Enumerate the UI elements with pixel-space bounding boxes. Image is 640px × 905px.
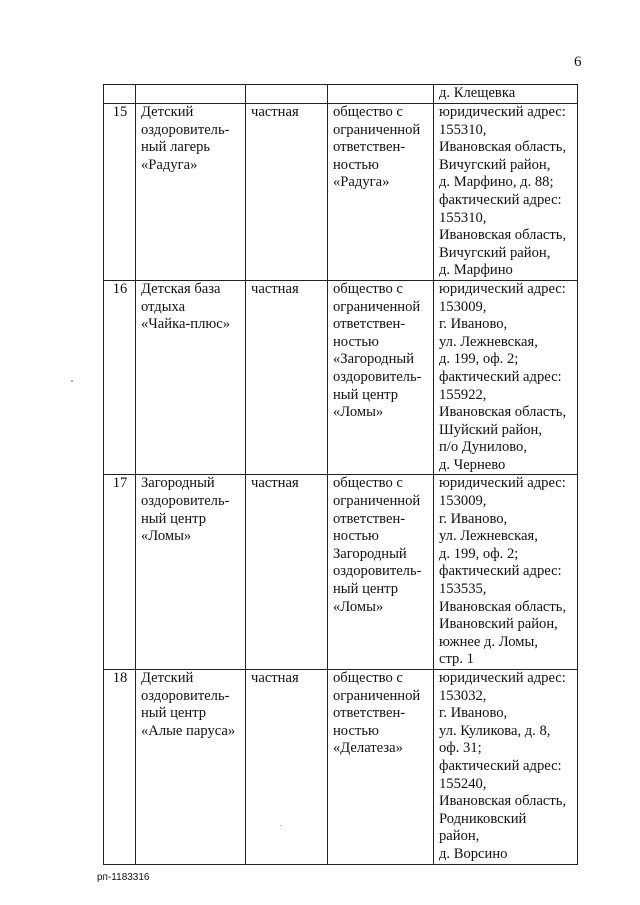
organization-line: ностью bbox=[333, 333, 379, 350]
address-line: фактический адрес: bbox=[439, 757, 562, 774]
organization-line: ный центр bbox=[333, 581, 399, 598]
cell-address bbox=[434, 280, 578, 475]
ownership-form: частная bbox=[251, 670, 299, 686]
organization-line: ностью bbox=[333, 156, 379, 173]
institution-name-line: оздоровитель- bbox=[141, 687, 230, 704]
table-row-continuation bbox=[104, 85, 578, 104]
organization-line: ответствен- bbox=[333, 139, 406, 156]
address-line: Шуйский район, bbox=[439, 421, 543, 438]
organization-line: ограниченной bbox=[333, 298, 421, 315]
cell-name bbox=[136, 670, 246, 865]
address-line: 155310, bbox=[439, 209, 487, 226]
cell-num bbox=[104, 85, 136, 104]
institution-name-line: Детский bbox=[141, 670, 194, 686]
institution-name-line: оздоровитель- bbox=[141, 121, 230, 138]
address-line: 155922, bbox=[439, 386, 487, 403]
institution-name-line: ный центр bbox=[141, 705, 207, 722]
address-line: г. Иваново, bbox=[439, 705, 508, 722]
organization-line: ответствен- bbox=[333, 316, 406, 333]
cell-organization bbox=[328, 85, 434, 104]
address-line: юридический адрес: bbox=[439, 104, 566, 120]
address-line: Вичугский район, bbox=[439, 156, 551, 173]
cell-address bbox=[434, 104, 578, 281]
organization-line: «Загородный bbox=[333, 351, 415, 368]
address-line: д. 199, оф. 2; bbox=[439, 351, 519, 368]
institution-name-line: отдыха bbox=[141, 298, 186, 315]
row-number: 16 bbox=[112, 280, 128, 297]
cell-ownership bbox=[246, 85, 328, 104]
address-line: д. Клещевка bbox=[439, 85, 516, 101]
address-line: стр. 1 bbox=[439, 651, 474, 668]
address-line: д. Чернево bbox=[439, 456, 506, 473]
cell-ownership bbox=[246, 475, 328, 670]
organization-line: ответствен- bbox=[333, 510, 406, 527]
organization-line: ограниченной bbox=[333, 493, 421, 510]
address-line: фактический адрес: bbox=[439, 563, 562, 580]
address-line: фактический адрес: bbox=[439, 368, 562, 385]
cell-num bbox=[104, 280, 136, 475]
address-line: фактический адрес: bbox=[439, 191, 562, 208]
address-line: Ивановская область, bbox=[439, 598, 567, 615]
cell-ownership bbox=[246, 104, 328, 281]
institution-name-line: ный лагерь bbox=[141, 139, 211, 156]
cell-address bbox=[434, 475, 578, 670]
row-number: 18 bbox=[112, 670, 128, 686]
institution-name-line: «Алые паруса» bbox=[141, 722, 236, 739]
institution-name-line: «Радуга» bbox=[141, 156, 198, 173]
cell-address bbox=[434, 670, 578, 865]
address-line: д. 199, оф. 2; bbox=[439, 545, 519, 562]
institution-name-line: Детская база bbox=[141, 280, 221, 297]
cell-organization bbox=[328, 670, 434, 865]
organization-line: «Делатеза» bbox=[333, 740, 403, 757]
organization-line: «Ломы» bbox=[333, 598, 384, 615]
ownership-form: частная bbox=[251, 280, 299, 297]
table-row bbox=[104, 104, 578, 281]
organization-line: ностью bbox=[333, 528, 379, 545]
address-line: Ивановская область, bbox=[439, 404, 567, 421]
ownership-form: частная bbox=[251, 475, 299, 492]
address-line: Вичугский район, bbox=[439, 244, 551, 261]
cell-name bbox=[136, 104, 246, 281]
organization-line: ностью bbox=[333, 722, 379, 739]
address-line: юридический адрес: bbox=[439, 280, 566, 297]
address-line: Ивановская область, bbox=[439, 793, 567, 810]
address-line: оф. 31; bbox=[439, 740, 482, 757]
cell-organization bbox=[328, 475, 434, 670]
address-line: Ивановский район, bbox=[439, 616, 558, 633]
address-line: южнее д. Ломы, bbox=[439, 633, 538, 650]
address-line: 153009, bbox=[439, 493, 487, 510]
table-row bbox=[104, 670, 578, 865]
row-number: 17 bbox=[112, 475, 128, 492]
address-line: Ивановская область, bbox=[439, 139, 567, 156]
page-number: 6 bbox=[574, 54, 582, 70]
organization-line: оздоровитель- bbox=[333, 368, 422, 385]
institution-name-line: ный центр bbox=[141, 510, 207, 527]
scan-speck bbox=[280, 825, 281, 826]
table-row bbox=[104, 475, 578, 670]
address-line: п/о Дунилово, bbox=[439, 439, 527, 456]
cell-name bbox=[136, 475, 246, 670]
cell-num bbox=[104, 670, 136, 865]
address-line: д. Ворсино bbox=[439, 845, 508, 862]
address-line: 155240, bbox=[439, 775, 487, 792]
address-line: ул. Лежневская, bbox=[439, 528, 538, 545]
organization-line: «Радуга» bbox=[333, 174, 390, 191]
organization-line: «Ломы» bbox=[333, 404, 384, 421]
cell-ownership bbox=[246, 280, 328, 475]
institution-name-line: Загородный bbox=[141, 475, 215, 492]
address-line: 153009, bbox=[439, 298, 487, 315]
scan-speck bbox=[71, 380, 73, 382]
organization-line: общество с bbox=[333, 280, 403, 297]
address-line: 155310, bbox=[439, 121, 487, 138]
document-code: рп-1183316 bbox=[97, 872, 150, 883]
institution-name-line: оздоровитель- bbox=[141, 493, 230, 510]
organization-line: Загородный bbox=[333, 545, 407, 562]
address-line: район, bbox=[439, 828, 480, 845]
organization-line: ный центр bbox=[333, 386, 399, 403]
address-line: ул. Лежневская, bbox=[439, 333, 538, 350]
row-number: 15 bbox=[112, 104, 128, 120]
institution-name-line: «Ломы» bbox=[141, 528, 192, 545]
cell-organization bbox=[328, 104, 434, 281]
institution-name-line: Детский bbox=[141, 104, 194, 120]
organization-line: ограниченной bbox=[333, 687, 421, 704]
institutions-table bbox=[103, 84, 578, 865]
cell-num bbox=[104, 475, 136, 670]
address-line: г. Иваново, bbox=[439, 316, 508, 333]
organization-line: ответствен- bbox=[333, 705, 406, 722]
cell-num bbox=[104, 104, 136, 281]
address-line: д. Марфино, д. 88; bbox=[439, 174, 554, 191]
cell-organization bbox=[328, 280, 434, 475]
cell-ownership bbox=[246, 670, 328, 865]
ownership-form: частная bbox=[251, 104, 299, 120]
table-row bbox=[104, 280, 578, 475]
address-line: юридический адрес: bbox=[439, 670, 566, 686]
address-line: ул. Куликова, д. 8, bbox=[439, 722, 551, 739]
address-line: 153535, bbox=[439, 581, 487, 598]
cell-address bbox=[434, 85, 578, 104]
address-line: Ивановская область, bbox=[439, 227, 567, 244]
institution-name-line: «Чайка-плюс» bbox=[141, 316, 231, 333]
organization-line: ограниченной bbox=[333, 121, 421, 138]
organization-line: общество с bbox=[333, 670, 403, 686]
cell-name bbox=[136, 280, 246, 475]
address-line: Родниковский bbox=[439, 810, 527, 827]
address-line: 153032, bbox=[439, 687, 487, 704]
organization-line: общество с bbox=[333, 104, 403, 120]
cell-name bbox=[136, 85, 246, 104]
organization-line: общество с bbox=[333, 475, 403, 492]
address-line: юридический адрес: bbox=[439, 475, 566, 492]
organization-line: оздоровитель- bbox=[333, 563, 422, 580]
address-line: д. Марфино bbox=[439, 262, 513, 279]
address-line: г. Иваново, bbox=[439, 510, 508, 527]
